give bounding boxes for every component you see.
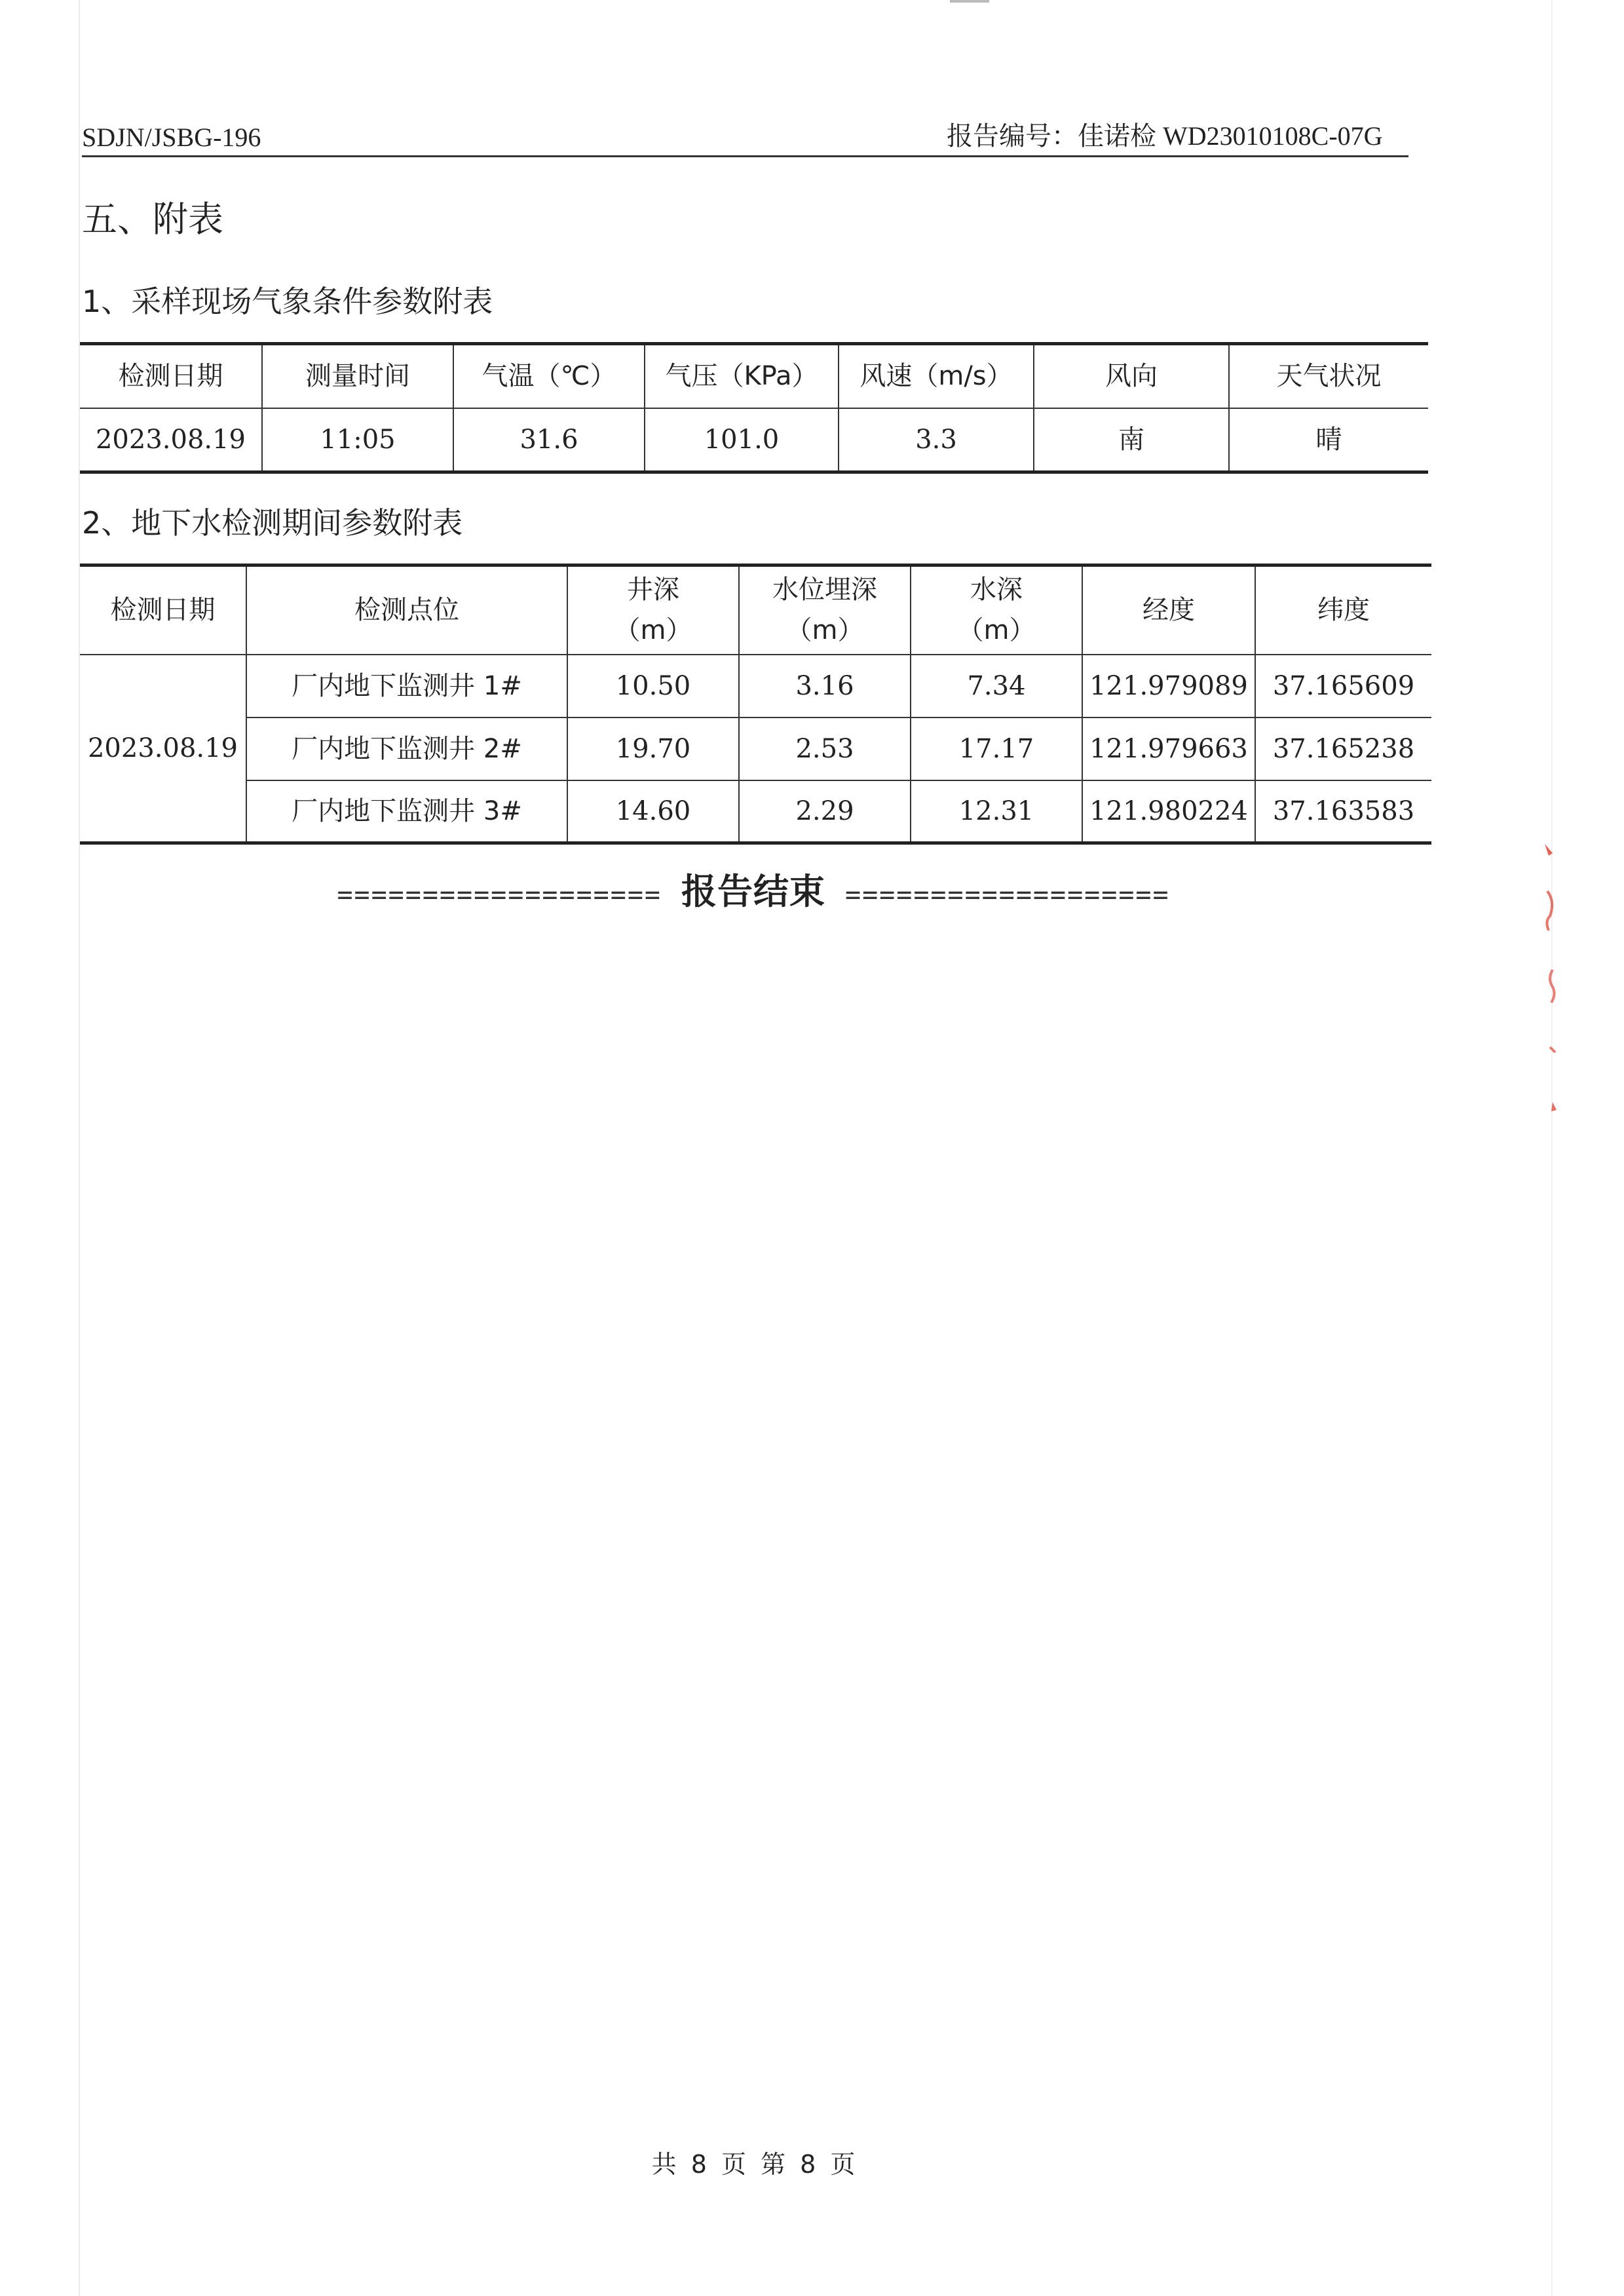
table2-title: 2、地下水检测期间参数附表 bbox=[82, 505, 463, 541]
table-cell: 11:05 bbox=[262, 408, 453, 472]
table-cell: 南 bbox=[1034, 408, 1229, 472]
table-cell: 厂内地下监测井 3# bbox=[246, 780, 567, 843]
col-header: 测量时间 bbox=[262, 344, 453, 408]
table-row bbox=[80, 408, 1428, 472]
seal-stamp-fragment bbox=[1533, 839, 1559, 1127]
table-row bbox=[80, 655, 1431, 718]
table-cell: 2.53 bbox=[739, 718, 911, 780]
col-header: 天气状况 bbox=[1229, 344, 1428, 408]
table-row bbox=[80, 780, 1431, 843]
table-row bbox=[80, 718, 1431, 780]
end-dashes-left: =================== bbox=[337, 880, 662, 910]
groundwater-table bbox=[80, 564, 1431, 845]
header-rule bbox=[82, 155, 1408, 157]
table-cell: 19.70 bbox=[567, 718, 739, 780]
col-header: 风速（m/s） bbox=[839, 344, 1034, 408]
table-cell: 37.163583 bbox=[1255, 780, 1431, 843]
col-header: 经度 bbox=[1082, 565, 1255, 655]
table-cell: 3.16 bbox=[739, 655, 911, 718]
col-header: 气压（KPa） bbox=[645, 344, 839, 408]
table-cell: 10.50 bbox=[567, 655, 739, 718]
table-cell: 31.6 bbox=[453, 408, 645, 472]
col-header: 风向 bbox=[1034, 344, 1229, 408]
table-cell: 101.0 bbox=[645, 408, 839, 472]
document-code: SDJN/JSBG-196 bbox=[82, 123, 261, 152]
col-header: 水位埋深 （m） bbox=[739, 565, 911, 655]
scan-edge-right bbox=[1551, 0, 1553, 2296]
col-header: 气温（℃） bbox=[453, 344, 645, 408]
table-cell: 121.980224 bbox=[1082, 780, 1255, 843]
table-header-row bbox=[80, 344, 1428, 408]
report-end-marker bbox=[0, 864, 1507, 914]
table-cell: 17.17 bbox=[911, 718, 1082, 780]
report-number: 报告编号：佳诺检 WD23010108C-07G bbox=[947, 121, 1383, 151]
table-cell: 14.60 bbox=[567, 780, 739, 843]
table-cell: 12.31 bbox=[911, 780, 1082, 843]
table1-title: 1、采样现场气象条件参数附表 bbox=[82, 284, 493, 319]
table-cell: 37.165609 bbox=[1255, 655, 1431, 718]
end-dashes-right: =================== bbox=[845, 880, 1170, 910]
section-title: 五、附表 bbox=[82, 199, 223, 240]
table-cell: 3.3 bbox=[839, 408, 1034, 472]
date-cell: 2023.08.19 bbox=[80, 655, 246, 843]
report-end-text: 报告结束 bbox=[681, 871, 825, 912]
col-header: 纬度 bbox=[1255, 565, 1431, 655]
col-header: 水深 （m） bbox=[911, 565, 1082, 655]
table-cell: 厂内地下监测井 1# bbox=[246, 655, 567, 718]
col-header: 井深 （m） bbox=[567, 565, 739, 655]
table-cell: 厂内地下监测井 2# bbox=[246, 718, 567, 780]
table-cell: 7.34 bbox=[911, 655, 1082, 718]
table-cell: 2023.08.19 bbox=[80, 408, 262, 472]
table-cell: 121.979089 bbox=[1082, 655, 1255, 718]
table-header-row bbox=[80, 565, 1431, 655]
weather-table bbox=[80, 342, 1428, 474]
table-cell: 晴 bbox=[1229, 408, 1428, 472]
col-header: 检测点位 bbox=[246, 565, 567, 655]
scan-mark bbox=[950, 0, 989, 3]
table-cell: 37.165238 bbox=[1255, 718, 1431, 780]
table-cell: 2.29 bbox=[739, 780, 911, 843]
col-header: 检测日期 bbox=[80, 565, 246, 655]
table-cell: 121.979663 bbox=[1082, 718, 1255, 780]
col-header: 检测日期 bbox=[80, 344, 262, 408]
page-footer: 共 8 页 第 8 页 bbox=[651, 2150, 856, 2179]
